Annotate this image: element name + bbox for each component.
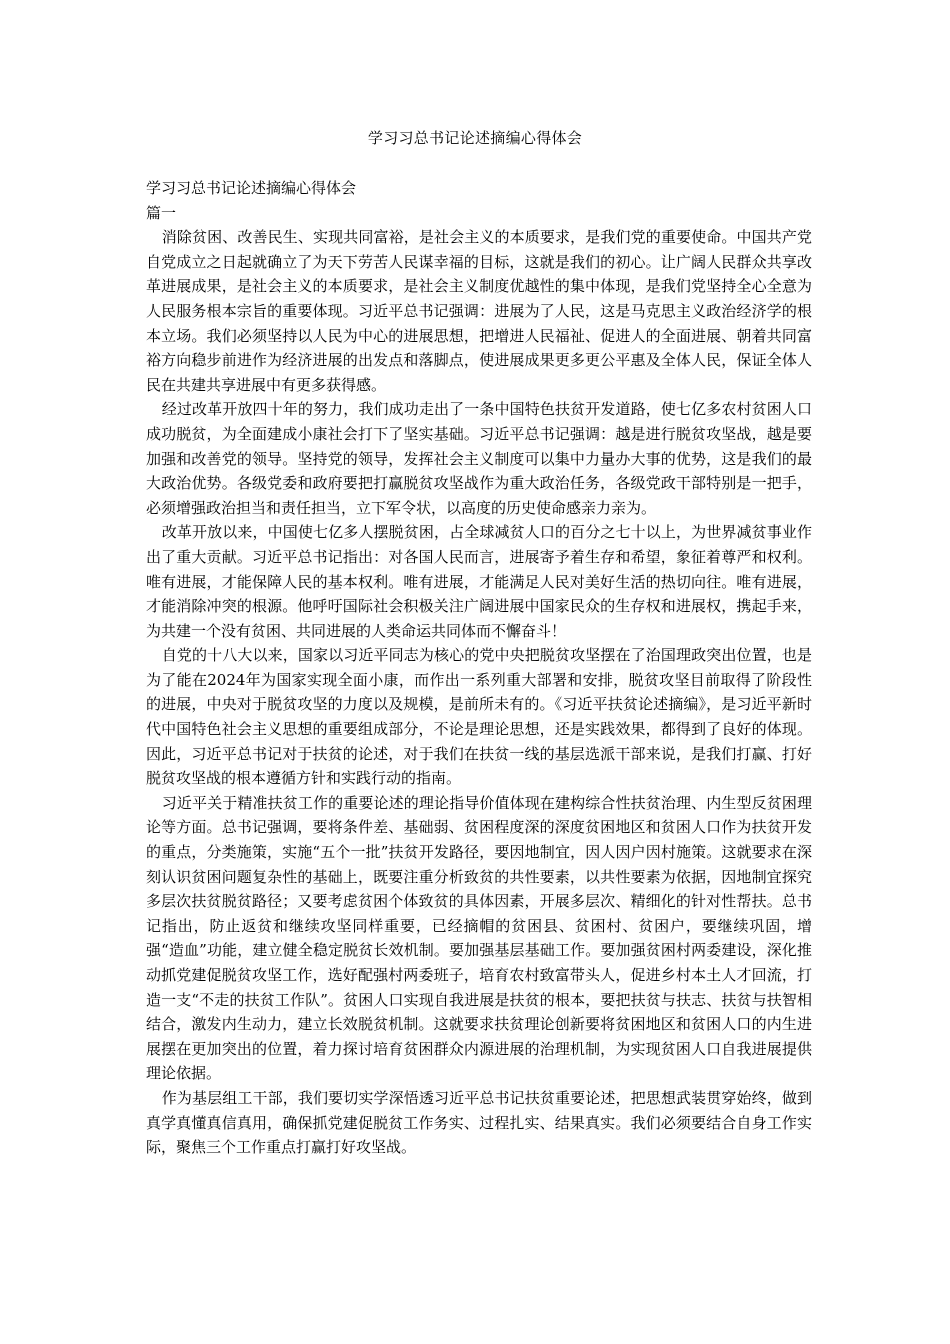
paragraph: 消除贫困、改善民生、实现共同富裕，是社会主义的本质要求，是我们党的重要使命。中国共产党自党成立之日起就确立了为天下劳苦人民谋幸福的目标，这就是我们的初心。让广阔人民群众共享改革进展成果，是社会主义的本质要求，是社会主义制度优越性的集中体现，是我们党坚持全心全意为人民服务根本宗旨的重要体现。习近平总书记强调：进展为了人民，这是马克思主义政治经济学的根本立场。我们必须坚持以人民为中心的进展思想，把增进人民福祉、促进人的全面进展、朝着共同富裕方向稳步前进作为经济进展的出发点和落脚点，使进展成果更多更公平惠及全体人民，保证全体人民在共建共享进展中有更多获得感。 <box>146 228 812 394</box>
paragraph: 自党的十八大以来，国家以习近平同志为核心的党中央把脱贫攻坚摆在了治国理政突出位置，也是为了能在2024年为国家实现全面小康，而作出一系列重大部署和安排，脱贫攻坚目前取得了阶段性的进展，中央对于脱贫攻坚的力度以及规模，是前所未有的。《习近平扶贫论述摘编》，是习近平新时代中国特色社会主义思想的重要组成部分，不论是理论思想，还是实践效果，都得到了良好的体现。因此，习近平总书记对于扶贫的论述，对于我们在扶贫一线的基层选派干部来说，是我们打赢、打好脱贫攻坚战的根本遵循方针和实践行动的指南。 <box>146 646 812 788</box>
paragraph: 作为基层组工干部，我们要切实学深悟透习近平总书记扶贫重要论述，把思想武装贯穿始终，做到真学真懂真信真用，确保抓党建促脱贫工作务实、过程扎实、结果真实。我们必须要结合自身工作实际，聚焦三个工作重点打赢打好攻坚战。 <box>146 1088 812 1157</box>
document-subtitle: 学习习总书记论述摘编心得体会 <box>146 179 357 197</box>
paragraph: 习近平关于精准扶贫工作的重要论述的理论指导价值体现在建构综合性扶贫治理、内生型反贫困理论等方面。总书记强调，要将条件差、基础弱、贫困程度深的深度贫困地区和贫困人口作为扶贫开发的重点，分类施策，实施“五个一批”扶贫开发路径，要因地制宜，因人因户因村施策。这就要求在深刻认识贫困问题复杂性的基础上，既要注重分析致贫的共性要素，以共性要素为依据，因地制宜探究多层次扶贫脱贫路径；又要考虑贫困个体致贫的具体因素，开展多层次、精细化的针对性帮扶。总书记指出，防止返贫和继续攻坚同样重要，已经摘帽的贫困县、贫困村、贫困户，要继续巩固，增强“造血”功能，建立健全稳定脱贫长效机制。要加强基层基础工作。要加强贫困村两委建设，深化推动抓党建促脱贫攻坚工作，选好配强村两委班子，培育农村致富带头人，促进乡村本土人才回流，打造一支“不走的扶贫工作队”。贫困人口实现自我进展是扶贫的根本，要把扶贫与扶志、扶贫与扶智相结合，激发内生动力，建立长效脱贫机制。这就要求扶贫理论创新要将贫困地区和贫困人口的内生进展摆在更加突出的位置，着力探讨培育贫困群众内源进展的治理机制，为实现贫困人口自我进展提供理论依据。 <box>146 793 812 1083</box>
section-heading: 篇一 <box>146 203 177 222</box>
paragraph: 经过改革开放四十年的努力，我们成功走出了一条中国特色扶贫开发道路，使七亿多农村贫困人口成功脱贫，为全面建成小康社会打下了坚实基础。习近平总书记强调：越是进行脱贫攻坚战，越是要加强和改善党的领导。坚持党的领导，发挥社会主义制度可以集中力量办大事的优势，这是我们的最大政治优势。各级党委和政府要把打赢脱贫攻坚战作为重大政治任务，各级党政干部特别是一把手，必须增强政治担当和责任担当，立下军令状，以高度的历史使命感亲力亲为。 <box>146 400 812 517</box>
paragraph: 改革开放以来，中国使七亿多人摆脱贫困，占全球减贫人口的百分之七十以上，为世界减贫事业作出了重大贡献。习近平总书记指出：对各国人民而言，进展寄予着生存和希望，象征着尊严和权利。唯有进展，才能保障人民的基本权利。唯有进展，才能满足人民对美好生活的热切向往。唯有进展，才能消除冲突的根源。他呼吁国际社会积极关注广阔进展中国家民众的生存权和进展权，携起手来，为共建一个没有贫困、共同进展的人类命运共同体而不懈奋斗！ <box>146 523 812 640</box>
document-body <box>146 176 812 1160</box>
document-title: 学习习总书记论述摘编心得体会 <box>367 129 583 147</box>
